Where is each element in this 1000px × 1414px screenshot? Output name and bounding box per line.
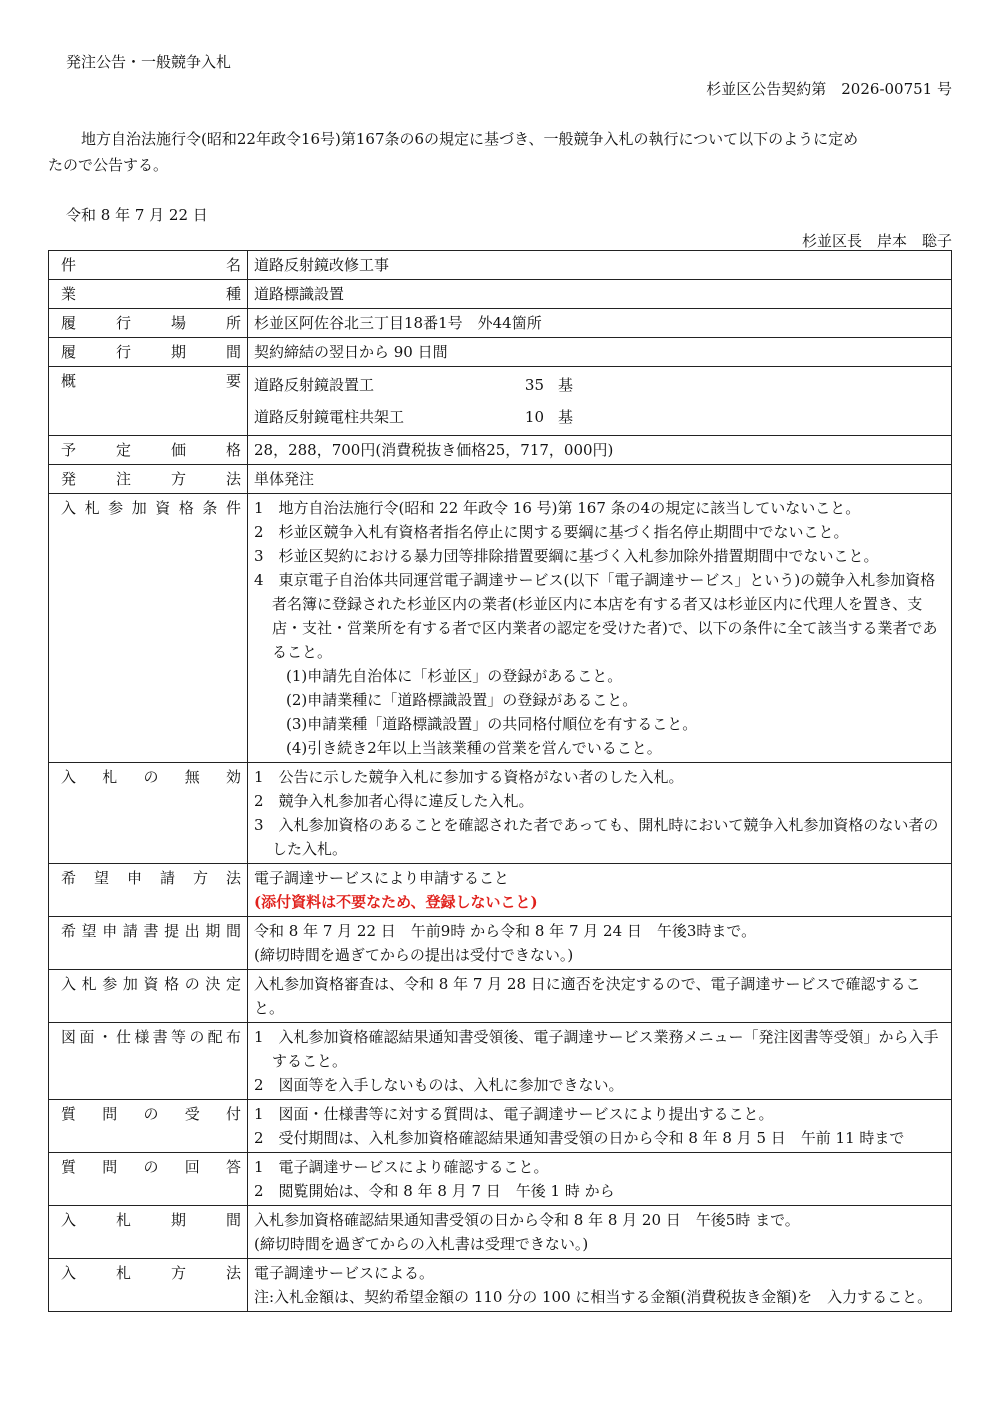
list-item: 1 入札参加資格確認結果通知書受領後、電子調達サービス業務メニュー「発注図書等受領」から入手すること。 xyxy=(254,1028,939,1070)
row-value: 杉並区阿佐谷北三丁目18番1号 外44箇所 xyxy=(248,309,952,338)
row-label: 図面・仕様書等の配布 xyxy=(49,1023,248,1100)
list-item: 1 公告に示した競争入札に参加する資格がない者のした入札。 xyxy=(254,768,684,786)
row-label: 概要 xyxy=(49,367,248,436)
sub-list-item: (4)引き続き2年以上当該業種の営業を営んでいること。 xyxy=(286,739,662,757)
row-label: 質問の回答 xyxy=(49,1153,248,1206)
row-value: 28，288，700円(消費税抜き価格25，717，000円) xyxy=(248,436,952,465)
row-label: 希望申請方法 xyxy=(49,864,248,917)
row-value xyxy=(248,1023,952,1100)
summary-item: 道路反射鏡電柱共架工 10 基 xyxy=(254,408,574,426)
row-value: 電子調達サービスにより申請すること (添付資料は不要なため、登録しないこと) xyxy=(248,864,952,917)
table-row-apply-method xyxy=(49,864,952,917)
table-row-questions xyxy=(49,1100,952,1153)
table-row-order-method xyxy=(49,465,952,494)
row-label: 件名 xyxy=(49,251,248,280)
notice-category: 発注公告・一般競争入札 xyxy=(66,53,232,71)
table-row-answers xyxy=(49,1153,952,1206)
intro-paragraph-line2: たので公告する。 xyxy=(48,156,169,174)
table-row-period xyxy=(49,338,952,367)
row-value: 電子調達サービスによる。 注:入札金額は、契約希望金額の 110 分の 100 に相当する金額(消費税抜き金額)を 入力すること。 xyxy=(248,1259,952,1312)
table-row-location xyxy=(49,309,952,338)
list-item: 2 閲覧開始は、令和 8 年 8 月 7 日 午後 1 時 から xyxy=(254,1182,615,1200)
list-item: 3 入札参加資格のあることを確認された者であっても、開札時において競争入札参加資格のない者のした入札。 xyxy=(254,816,939,858)
spec-table xyxy=(48,250,952,1312)
sub-list-item: (2)申請業種に「道路標識設置」の登録があること。 xyxy=(286,691,638,709)
sub-list-item: (3)申請業種「道路標識設置」の共同格付順位を有すること。 xyxy=(286,715,698,733)
row-value: 入札参加資格審査は、令和 8 年 7 月 28 日に適否を決定するので、電子調達サービスで確認すること。 xyxy=(248,970,952,1023)
sub-list-item: (1)申請先自治体に「杉並区」の登録があること。 xyxy=(286,667,623,685)
signer: 杉並区長 岸本 聡子 xyxy=(801,232,952,250)
table-row-apply-period xyxy=(49,917,952,970)
table-row-name xyxy=(49,251,952,280)
list-item: 2 受付期間は、入札参加資格確認結果通知書受領の日から令和 8 年 8 月 5 日 午前 11 時まで xyxy=(254,1129,905,1147)
row-label: 履行期間 xyxy=(49,338,248,367)
intro-paragraph-line1: 地方自治法施行令(昭和22年政令16号)第167条の6の規定に基づき、一般競争入札の執行について以下のように定め xyxy=(66,130,859,148)
table-row-distribution xyxy=(49,1023,952,1100)
row-value xyxy=(248,763,952,864)
notice-number: 杉並区公告契約第 2026-00751 号 xyxy=(706,80,952,98)
row-label: 入札期間 xyxy=(49,1206,248,1259)
row-value: 道路反射鏡改修工事 xyxy=(248,251,952,280)
list-item: 2 競争入札参加者心得に違反した入札。 xyxy=(254,792,534,810)
attachment-warning: (添付資料は不要なため、登録しないこと) xyxy=(254,893,538,911)
notice-date: 令和 8 年 7 月 22 日 xyxy=(66,206,208,224)
row-value: 道路標識設置 xyxy=(248,280,952,309)
row-value: 令和 8 年 7 月 22 日 午前9時 から令和 8 年 7 月 24 日 午後3時まで。 (締切時間を過ぎてからの提出は受付できない。) xyxy=(248,917,952,970)
list-item: 3 杉並区契約における暴力団等排除措置要綱に基づく入札参加除外措置期間中でないこと。 xyxy=(254,547,879,565)
row-label: 入札参加資格条件 xyxy=(49,494,248,763)
list-item: 2 図面等を入手しないものは、入札に参加できない。 xyxy=(254,1076,624,1094)
row-label: 入札の無効 xyxy=(49,763,248,864)
list-item: 1 電子調達サービスにより確認すること。 xyxy=(254,1158,549,1176)
table-row-industry xyxy=(49,280,952,309)
table-row-summary xyxy=(49,367,952,436)
row-value xyxy=(248,494,952,763)
list-item: 4 東京電子自治体共同運営電子調達サービス(以下「電子調達サービス」という)の競争入札参加資格者名簿に登録された杉並区内の業者(杉並区内に本店を有する者又は杉並区内に代理人を置き、支店・支社・営業所を有する者で区内業者の認定を受けた者)で、以下の条件に全て該当する業者であること。 xyxy=(254,571,938,661)
list-item: 1 地方自治法施行令(昭和 22 年政令 16 号)第 167 条の4の規定に該当していないこと。 xyxy=(254,499,861,517)
list-item: 2 杉並区競争入札有資格者指名停止に関する要綱に基づく指名停止期間中でないこと。 xyxy=(254,523,849,541)
table-row-price xyxy=(49,436,952,465)
row-label: 業種 xyxy=(49,280,248,309)
summary-item: 道路反射鏡設置工 35 基 xyxy=(254,376,574,394)
table-row-invalid xyxy=(49,763,952,864)
table-row-decision xyxy=(49,970,952,1023)
row-label: 履行場所 xyxy=(49,309,248,338)
row-label: 予定価格 xyxy=(49,436,248,465)
row-value: 契約締結の翌日から 90 日間 xyxy=(248,338,952,367)
row-label: 発注方法 xyxy=(49,465,248,494)
row-value: 単体発注 xyxy=(248,465,952,494)
row-value: 入札参加資格確認結果通知書受領の日から令和 8 年 8 月 20 日 午後5時 まで。 (締切時間を過ぎてからの入札書は受理できない。) xyxy=(248,1206,952,1259)
row-value xyxy=(248,367,952,436)
table-row-bid-method xyxy=(49,1259,952,1312)
row-value xyxy=(248,1100,952,1153)
row-label: 入札参加資格の決定 xyxy=(49,970,248,1023)
row-label: 入札方法 xyxy=(49,1259,248,1312)
row-label: 希望申請書提出期間 xyxy=(49,917,248,970)
table-row-bid-period xyxy=(49,1206,952,1259)
row-label: 質問の受付 xyxy=(49,1100,248,1153)
row-value xyxy=(248,1153,952,1206)
table-row-qualification xyxy=(49,494,952,763)
list-item: 1 図面・仕様書等に対する質問は、電子調達サービスにより提出すること。 xyxy=(254,1105,774,1123)
